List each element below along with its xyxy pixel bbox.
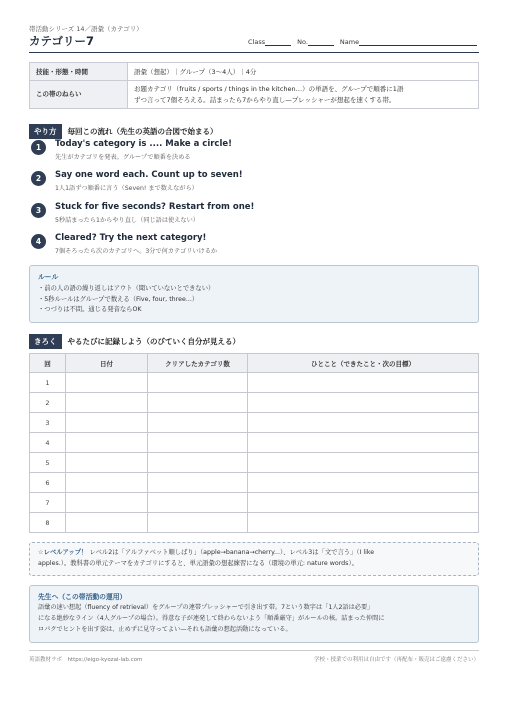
class-field[interactable] (248, 38, 291, 46)
comment-cell[interactable] (248, 413, 479, 433)
comment-cell[interactable] (248, 513, 479, 533)
info-table (29, 62, 479, 109)
info-row-aim (30, 81, 479, 109)
level-up-line (38, 548, 470, 559)
table-row (30, 433, 479, 453)
rules-box (29, 265, 479, 323)
name-field[interactable] (340, 38, 477, 46)
level-up-heading: ☆レベルアップ！ (38, 549, 88, 556)
rules-heading: ルール (38, 273, 59, 281)
step-number: 2 (31, 171, 46, 186)
teacher-note-line: ロパクでヒントを出す姿は、止めずに見守ってよい—それも語彙の想起活動になっている。 (38, 625, 292, 633)
comment-cell[interactable] (248, 473, 479, 493)
round-number: 4 (30, 433, 66, 453)
round-number: 3 (30, 413, 66, 433)
rule-item: ・つづりは不問。通じる発音ならOK (38, 306, 142, 314)
date-cell[interactable] (66, 453, 148, 473)
round-number: 8 (30, 513, 66, 533)
level-up-line: apples.）。教科書の単元テーマをカテゴリにすると、単元語彙の想起練習になる（環境の単元: nature words）。 (38, 559, 358, 567)
comment-cell[interactable] (248, 433, 479, 453)
comment-cell[interactable] (248, 493, 479, 513)
step-number: 3 (31, 203, 46, 218)
info-row-skill (30, 63, 479, 81)
step-sub: 1人1語ずつ順番に言う（Seven! まで数えながら） (55, 185, 198, 192)
table-row (30, 413, 479, 433)
cleared-cell[interactable] (148, 493, 248, 513)
date-cell[interactable] (66, 513, 148, 533)
procedure-header (29, 124, 218, 139)
table-row (30, 493, 479, 513)
step-sub: 5秒詰まったら1からやり直し（同じ語は使えない） (55, 217, 199, 224)
class-label: Class (248, 38, 266, 46)
round-number: 7 (30, 493, 66, 513)
teacher-note-line: 語彙の速い想起（fluency of retrieval）をグループの連帯プレッシャーで引き出す帯。7という数字は「1人2語は必要」 (38, 604, 374, 611)
number-field[interactable] (297, 38, 334, 46)
footer-divider (29, 650, 479, 651)
cleared-cell[interactable] (148, 513, 248, 533)
cleared-cell[interactable] (148, 373, 248, 393)
header-divider (29, 52, 479, 53)
info-value: 語彙（想起）｜グループ（3〜4人）｜4分 (128, 63, 479, 81)
date-cell[interactable] (66, 473, 148, 493)
step-title: Say one word each. Count up to seven! (55, 170, 243, 180)
table-row (30, 373, 479, 393)
record-header-row (30, 354, 479, 373)
date-cell[interactable] (66, 413, 148, 433)
footer-site: 英語教材ラボ https://eigo-kyozai-lab.com (29, 657, 143, 663)
record-heading: やるたびに記録しよう（のびていく自分が見える） (67, 337, 240, 346)
step-number: 4 (31, 234, 46, 249)
series-label: 帯活動シリーズ 14／語彙（カテゴリ） (29, 25, 143, 33)
footer-notice: 学校・授業での利用は自由です（再配布・販売はご遠慮ください） (313, 657, 479, 663)
level-up-box (29, 542, 479, 576)
teacher-note-line: になる絶妙なライン（4人グループの場合）。得意な子が連発して終わらないよう「順番厳守」がルールの核。詰まった仲間に (38, 614, 385, 622)
round-number: 1 (30, 373, 66, 393)
step-title: Stuck for five seconds? Restart from one! (55, 202, 255, 212)
step-title: Today's category is .... Make a circle! (55, 139, 233, 149)
rule-item: ・5秒ルールはグループで数える（Five, four, three...） (38, 295, 199, 303)
table-row (30, 393, 479, 413)
info-value (128, 81, 479, 109)
date-cell[interactable] (66, 373, 148, 393)
col-round: 回 (30, 354, 66, 373)
aim-line: ずつ言って7個そろえる。詰まったら7からやり直し—プレッシャーが想起を速くする帯。 (134, 95, 396, 104)
cleared-cell[interactable] (148, 413, 248, 433)
step-sub: 7個そろったら次のカテゴリへ。3分で何カテゴリいけるか (55, 248, 218, 255)
record-header (29, 334, 240, 349)
rule-item: ・前の人の語の繰り返しはアウト（聞いていないとできない） (38, 285, 215, 292)
procedure-label: やり方 (29, 124, 62, 139)
procedure-heading: 毎回この流れ（先生の英語の合図で始まる） (67, 127, 218, 136)
step-sub: 先生がカテゴリを発表。グループで順番を決める (55, 154, 191, 161)
name-fields (248, 38, 477, 46)
col-comment: ひとこと（できたこと・次の目標） (248, 354, 479, 373)
aim-line: お題カテゴリ（fruits / sports / things in the kitchen…）の単語を、グループで順番に1語 (134, 85, 404, 94)
record-table (29, 353, 479, 533)
round-number: 5 (30, 453, 66, 473)
date-cell[interactable] (66, 433, 148, 453)
comment-cell[interactable] (248, 393, 479, 413)
step-title: Cleared? Try the next category! (55, 233, 207, 243)
step-number: 1 (31, 140, 46, 155)
cleared-cell[interactable] (148, 393, 248, 413)
comment-cell[interactable] (248, 373, 479, 393)
col-date: 日付 (66, 354, 148, 373)
cleared-cell[interactable] (148, 453, 248, 473)
table-row (30, 513, 479, 533)
round-number: 2 (30, 393, 66, 413)
teacher-note-box (29, 585, 479, 643)
number-label: No. (297, 38, 308, 46)
cleared-cell[interactable] (148, 473, 248, 493)
name-label: Name (339, 38, 360, 46)
teacher-note-heading: 先生へ（この帯活動の運用） (38, 593, 127, 601)
page-title: カテゴリー7 (29, 34, 95, 48)
info-key: この帯のねらい (30, 81, 128, 109)
table-row (30, 453, 479, 473)
date-cell[interactable] (66, 493, 148, 513)
table-row (30, 473, 479, 493)
info-key: 技能・形態・時間 (30, 63, 128, 81)
date-cell[interactable] (66, 393, 148, 413)
level-up-text: レベル2は「アルファベット順しばり」（apple→banana→cherry...）、レベル3は「文で言う」（I like (89, 549, 375, 556)
round-number: 6 (30, 473, 66, 493)
cleared-cell[interactable] (148, 433, 248, 453)
record-label: きろく (29, 334, 62, 349)
comment-cell[interactable] (248, 453, 479, 473)
col-cleared: クリアしたカテゴリ数 (148, 354, 248, 373)
